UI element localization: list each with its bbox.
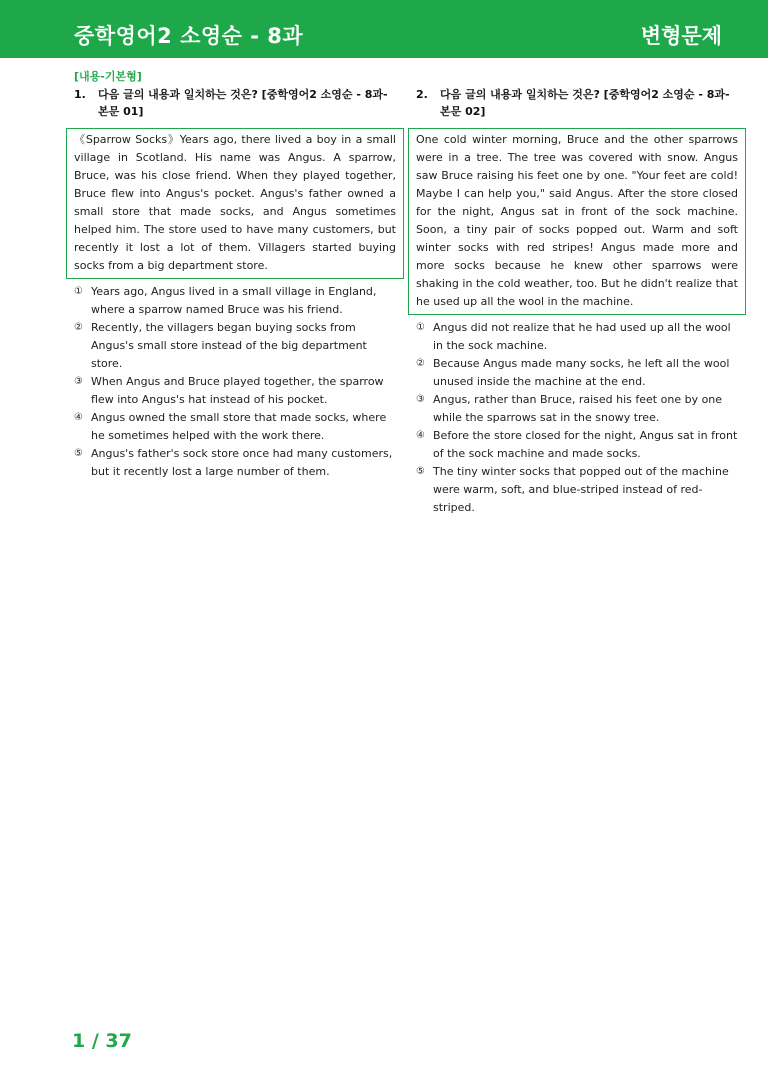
answer-options	[416, 319, 738, 517]
question-1	[74, 86, 396, 481]
option-marker: ②	[416, 358, 425, 369]
question-text: 다음 글의 내용과 일치하는 것은? [중학영어2 소영순 - 8과-본문 02]	[440, 88, 730, 118]
option-marker: ⑤	[416, 466, 425, 477]
passage-box: 《Sparrow Socks》Years ago, there lived a boy in a small village in Scotland. His name was Angus. A sparrow, Bruce, was his close friend. When they played together, Bruce flew into Angus's pocket. Angus's father owned a small store that made socks, and Angus sometimes helped him. The store used to have many customers, but recently it lost a lot of them. Villagers started buying socks from a big department store.	[66, 128, 404, 279]
option-marker: ③	[416, 394, 425, 405]
question-2	[416, 86, 738, 517]
answer-option[interactable]	[416, 355, 738, 391]
question-number: 1.	[74, 88, 86, 101]
page-number: 1 / 37	[72, 1030, 132, 1052]
question-text: 다음 글의 내용과 일치하는 것은? [중학영어2 소영순 - 8과-본문 01]	[98, 88, 388, 118]
answer-option[interactable]	[416, 463, 738, 517]
option-marker: ④	[416, 430, 425, 441]
option-text: Angus owned the small store that made socks, where he sometimes helped with the work there.	[91, 411, 387, 442]
answer-option[interactable]	[416, 391, 738, 427]
option-text: Recently, the villagers began buying socks from Angus's small store instead of the big department store.	[91, 321, 367, 370]
option-marker: ①	[74, 286, 83, 297]
option-marker: ③	[74, 376, 83, 387]
option-marker: ⑤	[74, 448, 83, 459]
option-text: Angus did not realize that he had used up all the wool in the sock machine.	[433, 321, 731, 352]
option-text: Years ago, Angus lived in a small village in England, where a sparrow named Bruce was his friend.	[91, 285, 377, 316]
option-text: The tiny winter socks that popped out of the machine were warm, soft, and blue-striped instead of red-striped.	[433, 465, 729, 514]
header-title: 중학영어2 소영순 - 8과	[74, 24, 304, 48]
option-text: When Angus and Bruce played together, the sparrow flew into Angus's hat instead of his pocket.	[91, 375, 384, 406]
answer-options	[74, 283, 396, 481]
answer-option[interactable]	[74, 373, 396, 409]
question-1-prompt	[74, 86, 396, 120]
passage-box: One cold winter morning, Bruce and the other sparrows were in a tree. The tree was covered with snow. Angus saw Bruce raising his feet one by one. "Your feet are cold! Maybe I can help you," said Angus. After the store closed for the night, Angus sat in front of the sock machine. Soon, a tiny pair of socks popped out. Warm and soft winter socks with red stripes! Angus made more and more socks because he knew other sparrows were shaking in the cold weather, too. But he didn't realize that he used up all the wool in the machine.	[408, 128, 746, 315]
answer-option[interactable]	[74, 409, 396, 445]
option-text: Because Angus made many socks, he left all the wool unused inside the machine at the end.	[433, 357, 730, 388]
option-marker: ②	[74, 322, 83, 333]
option-text: Angus's father's sock store once had many customers, but it recently lost a large number of them.	[91, 447, 393, 478]
answer-option[interactable]	[416, 427, 738, 463]
question-2-prompt	[416, 86, 738, 120]
answer-option[interactable]	[74, 445, 396, 481]
question-number: 2.	[416, 88, 428, 101]
header-category: 변형문제	[640, 24, 722, 48]
option-marker: ①	[416, 322, 425, 333]
answer-option[interactable]	[74, 283, 396, 319]
answer-option[interactable]	[74, 319, 396, 373]
page-header	[0, 0, 768, 58]
option-text: Before the store closed for the night, Angus sat in front of the sock machine and made socks.	[433, 429, 738, 460]
section-label: [내용-기본형]	[74, 70, 142, 83]
option-text: Angus, rather than Bruce, raised his feet one by one while the sparrows sat in the snowy tree.	[433, 393, 723, 424]
option-marker: ④	[74, 412, 83, 423]
answer-option[interactable]	[416, 319, 738, 355]
